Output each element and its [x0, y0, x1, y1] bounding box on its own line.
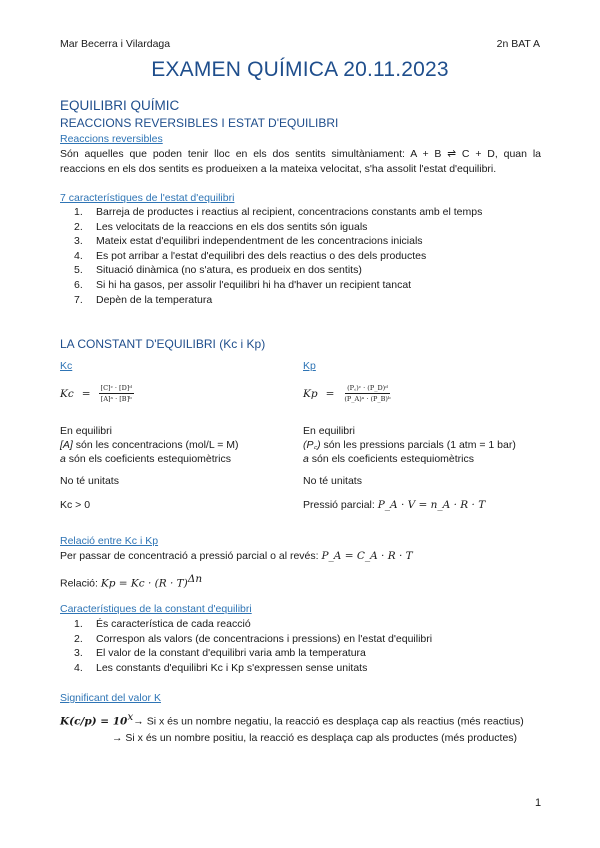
- list-item: 4. Les constants d'equilibri Kc i Kp s'expressen sense unitats: [74, 661, 368, 674]
- header-author: Mar Becerra i Vilardaga: [60, 38, 171, 50]
- significance-line-1: $K(c/p) = 10^x\to Si$ x és un nombre negatiu, la reacció es desplaça cap als reactius (més reactius): [60, 711, 524, 728]
- list-item: 5. Situació dinàmica (no s'atura, es produeix en dos sentits): [74, 264, 362, 277]
- relation-heading: Relació entre Kc i Kp: [60, 535, 159, 547]
- kp-units: No té unitats: [303, 475, 362, 487]
- header-course: 2n BAT A: [496, 38, 540, 50]
- kc-def-2: a són els coeficients estequiomètrics: [60, 453, 232, 465]
- section-subtitle-reversibles: REACCIONS REVERSIBLES I ESTAT D'EQUILIBRI: [60, 116, 339, 130]
- kp-def-2: a són els coeficients estequiomètrics: [303, 453, 475, 465]
- relation-line-1: Per passar de concentració a pressió parcial o al revés: P_A = C_A · R · T: [60, 550, 413, 562]
- reversible-line-2: reaccions en els dos sentits es produeixen a la mateixa velocitat, s'ha assolit l'estat d'equilibri.: [60, 163, 497, 175]
- constant-characteristics-list: [74, 617, 432, 675]
- kc-def-1: [A] són les concentracions (mol/L = M): [60, 439, 239, 451]
- kc-eq-label: En equilibri: [60, 425, 112, 437]
- kp-def-1: (P꜀) són les pressions parcials (1 atm = 1 bar): [303, 439, 516, 451]
- list-item: 6. Si hi ha gasos, per assolir l'equilibri hi ha d'haver un recipient tancat: [74, 278, 412, 291]
- list-item: 4. Es pot arribar a l'estat d'equilibri des dels reactius o des dels productes: [74, 249, 427, 262]
- list-item: 2. Correspon als valors (de concentracions i pressions) en l'estat d'equilibri: [74, 632, 433, 645]
- kp-formula: Kp = $\frac{\text{(P꜀)ᶜ · (P\_D)ᵈ}}{\text{(P\_A)ᵃ · (P\_B)ᵇ}}$: [303, 384, 391, 403]
- page-title: EXAMEN QUÍMICA 20.11.2023: [151, 58, 449, 81]
- list-item: 7. Depèn de la temperatura: [74, 293, 213, 306]
- list-item: 3. El valor de la constant d'equilibri varia amb la temperatura: [74, 647, 366, 660]
- list-item: 2. Les velocitats de la reaccions en els dos sentits són iguals: [74, 220, 368, 233]
- relation-line-2: Relació: $Kp = Kc \cdot (R \cdot T)^{\Delta n}$: [60, 573, 203, 590]
- kp-eq-label: En equilibri: [303, 425, 355, 437]
- section-title-constant: LA CONSTANT D'EQUILIBRI (Kc i Kp): [60, 337, 266, 351]
- list-item: 1. És característica de cada reacció: [74, 618, 251, 630]
- kc-formula: Kc = $\frac{\text{[C]ᶜ · [D]ᵈ}}{\text{[A]ᵃ · [B]ᵇ}}$: [60, 384, 132, 403]
- kp-heading: Kp: [303, 360, 316, 372]
- kp-pressure: Pressió parcial: P_A · V = n_A · R · T: [303, 499, 486, 511]
- kc-range: Kc > 0: [60, 499, 91, 511]
- list-item: 3. Mateix estat d'equilibri independentment de les concentracions inicials: [74, 235, 423, 248]
- kc-heading: Kc: [60, 360, 73, 372]
- significance-line-2: → Si x és un nombre positiu, la reacció es desplaça cap als productes (més productes): [112, 732, 518, 744]
- list-item: 1. Barreja de productes i reactius al recipient, concentracions constants amb el temps: [74, 206, 483, 218]
- reversible-heading: Reaccions reversibles: [60, 133, 163, 145]
- section-title-equilibri: EQUILIBRI QUÍMIC: [60, 98, 180, 113]
- reversible-line-1: Són aquelles que poden tenir lloc en els dos sentits simultàniament: A + B ⇌ C + D, quan la: [60, 148, 541, 160]
- constant-characteristics-heading: Característiques de la constant d'equilibri: [60, 603, 252, 615]
- characteristics-heading: 7 característiques de l'estat d'equilibri: [60, 192, 235, 204]
- significance-heading: Significant del valor K: [60, 692, 161, 704]
- characteristics-list: [74, 205, 482, 307]
- kc-units: No té unitats: [60, 475, 119, 487]
- page-number: 1: [535, 797, 542, 809]
